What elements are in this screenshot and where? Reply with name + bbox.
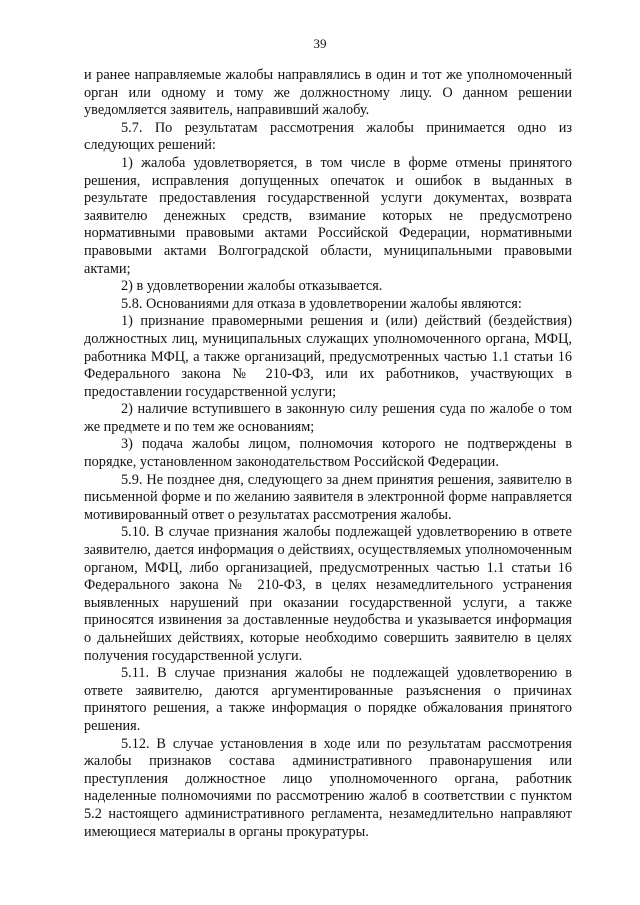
paragraph: 1) признание правомерными решения и (или) действий (бездействия) должностных лиц, муниципальных служащих уполномоченного органа, МФЦ, работника МФЦ, а также организаций, предусмотренных частью 1.1 статьи 16 Федерального закона № 210-ФЗ, или их работников, участвующих в предоставлении государственной услуги; — [84, 313, 572, 400]
paragraph: 5.10. В случае признания жалобы подлежащей удовлетворению в ответе заявителю, дается информация о действиях, осуществляемых уполномоченным органом, МФЦ, либо организацией, предусмотренных частью 1.1 статьи 16 Федерального закона № 210-ФЗ, в целях незамедлительного устранения выявленных нарушений при оказании государственной услуги, а также приносятся извинения за доставленные неудобства и указывается информация о дальнейших действиях, которые необходимо совершить заявителю в целях получения государственной услуги. — [84, 524, 572, 664]
paragraph: 2) в удовлетворении жалобы отказывается. — [121, 278, 383, 295]
paragraph: 5.11. В случае признания жалобы не подлежащей удовлетворению в ответе заявителю, даются аргументированные разъяснения о причинах принятого решения, а также информация о порядке обжалования принятого решения. — [84, 665, 572, 734]
paragraph: 5.7. По результатам рассмотрения жалобы принимается одно из следующих решений: — [84, 119, 572, 154]
paragraph: 5.8. Основаниями для отказа в удовлетворении жалобы являются: — [121, 295, 522, 312]
paragraph: 3) подача жалобы лицом, полномочия которого не подтверждены в порядке, установленном законодательством Российской Федерации. — [84, 436, 572, 471]
document-body — [84, 67, 572, 841]
page-number: 39 — [313, 36, 327, 51]
paragraph: 5.9. Не позднее дня, следующего за днем принятия решения, заявителю в письменной форме и по желанию заявителя в электронной форме направляется мотивированный ответ о результатах рассмотрения жалобы. — [84, 471, 572, 523]
paragraph: 2) наличие вступившего в законную силу решения суда по жалобе о том же предмете и по тем же основаниям; — [84, 401, 572, 435]
paragraph: 1) жалоба удовлетворяется, в том числе в форме отмены принятого решения, исправления допущенных опечаток и ошибок в выданных в результате предоставления государственной услуги документах, возврата заявителю денежных средств, взимание которых не предусмотрено нормативными правовыми актами Российской Федерации, нормативными правовыми актами Волгоградской области, муниципальными правовыми актами; — [84, 154, 572, 277]
paragraph: 5.12. В случае установления в ходе или по результатам рассмотрения жалобы признаков состава административного правонарушения или преступления должностное лицо уполномоченного органа, работник наделенные полномочиями по рассмотрению жалоб в соответствии с пунктом 5.2 настоящего административного регламента, незамедлительно направляют имеющиеся материалы в органы прокуратуры. — [84, 735, 572, 840]
paragraph: и ранее направляемые жалобы направлялись в один и тот же уполномоченный орган или одному и тому же должностному лицу. О данном решении уведомляется заявитель, направивший жалобу. — [84, 67, 572, 119]
